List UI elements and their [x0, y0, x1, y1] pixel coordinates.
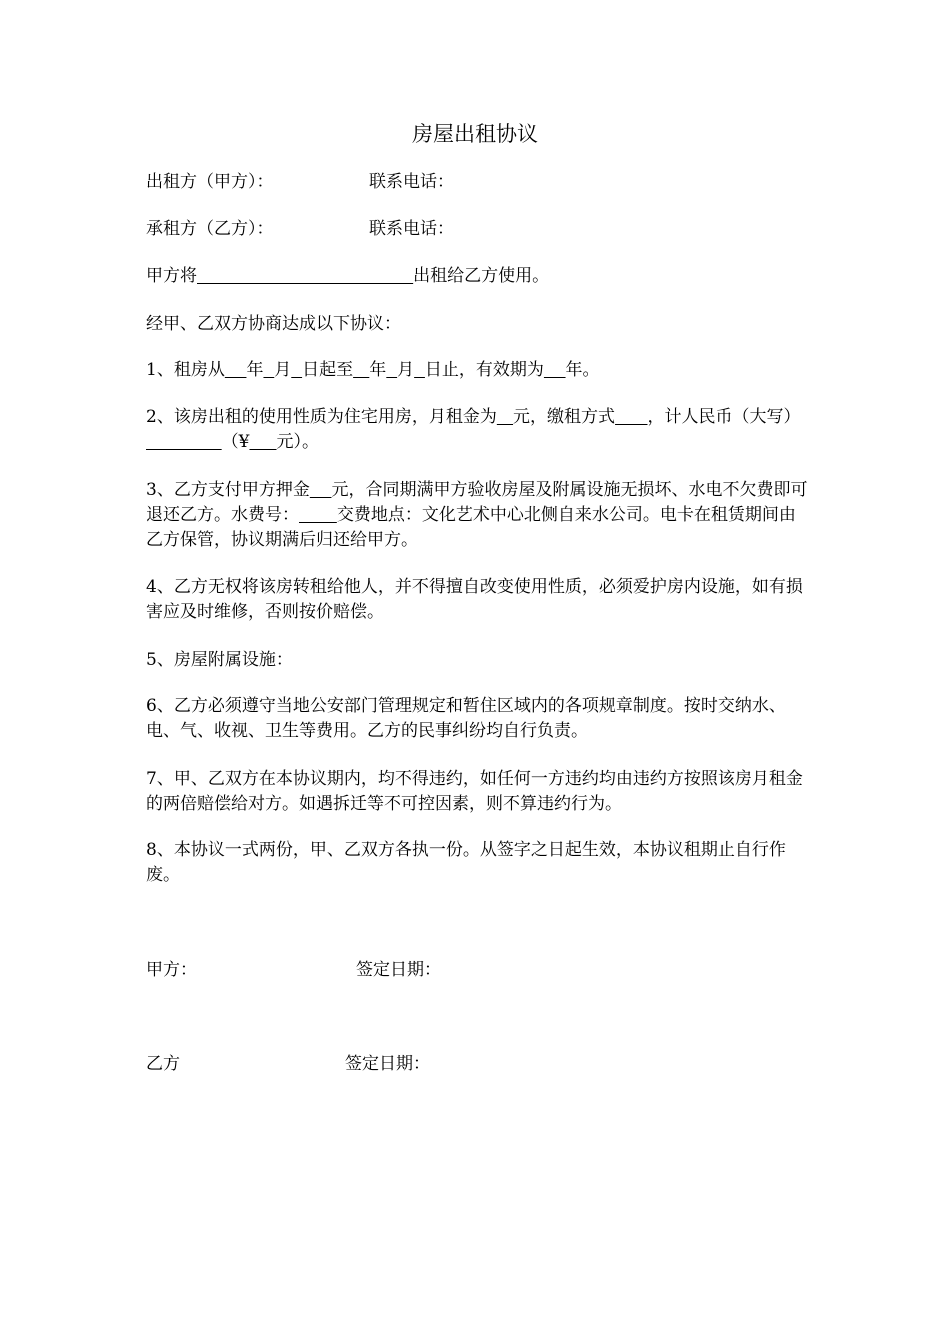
clause-1-text: 1、租房从: [146, 360, 225, 380]
clause-8: 8、本协议一式两份，甲、乙双方各执一份。从签字之日起生效，本协议租期止自行作废。: [146, 840, 786, 885]
clause-1-text: 月: [397, 360, 415, 380]
clause-5: 5、房屋附属设施：: [146, 650, 293, 670]
clause-7: 7、甲、乙双方在本协议期内，均不得违约，如任何一方违约均由违约方按照该房月租金的两倍赔偿给对方。如遇拆迁等不可控因素，则不算违约行为。: [146, 769, 803, 814]
blank-field: [291, 360, 302, 380]
blank-field: [353, 360, 369, 380]
clause-3: [146, 478, 810, 553]
clause-1-text: 年: [246, 360, 264, 380]
clause-6: 6、乙方必须遵守当地公安部门管理规定和暂住区域内的各项规章制度。按时交纳水、电、气、收视、卫生等费用。乙方的民事纠纷均自行负责。: [146, 696, 786, 741]
blank-field: [146, 432, 222, 452]
blank-field: [310, 480, 332, 500]
clause-2-text: 2、该房出租的使用性质为住宅用房，月租金为: [146, 407, 497, 427]
blank-field: [263, 360, 274, 380]
property-blank: [197, 266, 413, 286]
clause-1: [146, 358, 600, 382]
signature-date-b: 签定日期：: [345, 1054, 430, 1074]
clause-1-text: 月: [274, 360, 292, 380]
blank-field: [299, 505, 337, 525]
property-line: [146, 264, 549, 288]
clause-2-text: （¥: [221, 432, 250, 452]
lessee-label: 承租方（乙方）：: [146, 219, 274, 239]
clause-3-text: 3、乙方支付甲方押金: [146, 480, 310, 500]
clause-3-text: 交费地点：文化艺术中心北侧自来水公司。电卡在租赁期间由乙方保管，协议期满后归还给甲方。: [146, 505, 796, 550]
clause-2-text: 元，缴租方式: [513, 407, 616, 427]
agreement-intro: 经甲、乙双方协商达成以下协议：: [146, 314, 401, 334]
clause-4: 4、乙方无权将该房转租给他人，并不得擅自改变使用性质，必须爱护房内设施，如有损害应及时维修，否则按价赔偿。: [146, 577, 803, 622]
blank-field: [414, 360, 425, 380]
blank-field: [386, 360, 397, 380]
blank-field: [497, 407, 513, 427]
clause-1-text: 年: [369, 360, 387, 380]
blank-field: [225, 360, 247, 380]
blank-field: [249, 432, 276, 452]
clause-2-text: 元）。: [276, 432, 320, 452]
property-suffix: 出租给乙方使用。: [413, 266, 550, 286]
signature-party-b: 乙方: [146, 1054, 180, 1074]
signature-party-a: 甲方：: [146, 960, 197, 980]
clause-3-text: 元，合同期满甲方验收房屋及附属设施无损坏、水电不欠费即可退还乙方。水费号：: [146, 480, 808, 525]
lessor-phone-label: 联系电话：: [369, 172, 454, 192]
clause-1-text: 年。: [565, 360, 600, 380]
clause-2: [146, 405, 810, 455]
clause-1-text: 日止，有效期为: [424, 360, 544, 380]
clause-1-text: 日起至: [302, 360, 354, 380]
blank-field: [615, 407, 647, 427]
lessor-label: 出租方（甲方）：: [146, 172, 274, 192]
property-prefix: 甲方将: [146, 266, 197, 286]
document-title: 房屋出租协议: [412, 122, 538, 146]
signature-date-a: 签定日期：: [356, 960, 441, 980]
blank-field: [544, 360, 566, 380]
lessee-phone-label: 联系电话：: [369, 219, 454, 239]
clause-2-text: ，计人民币（大写）: [647, 407, 801, 427]
